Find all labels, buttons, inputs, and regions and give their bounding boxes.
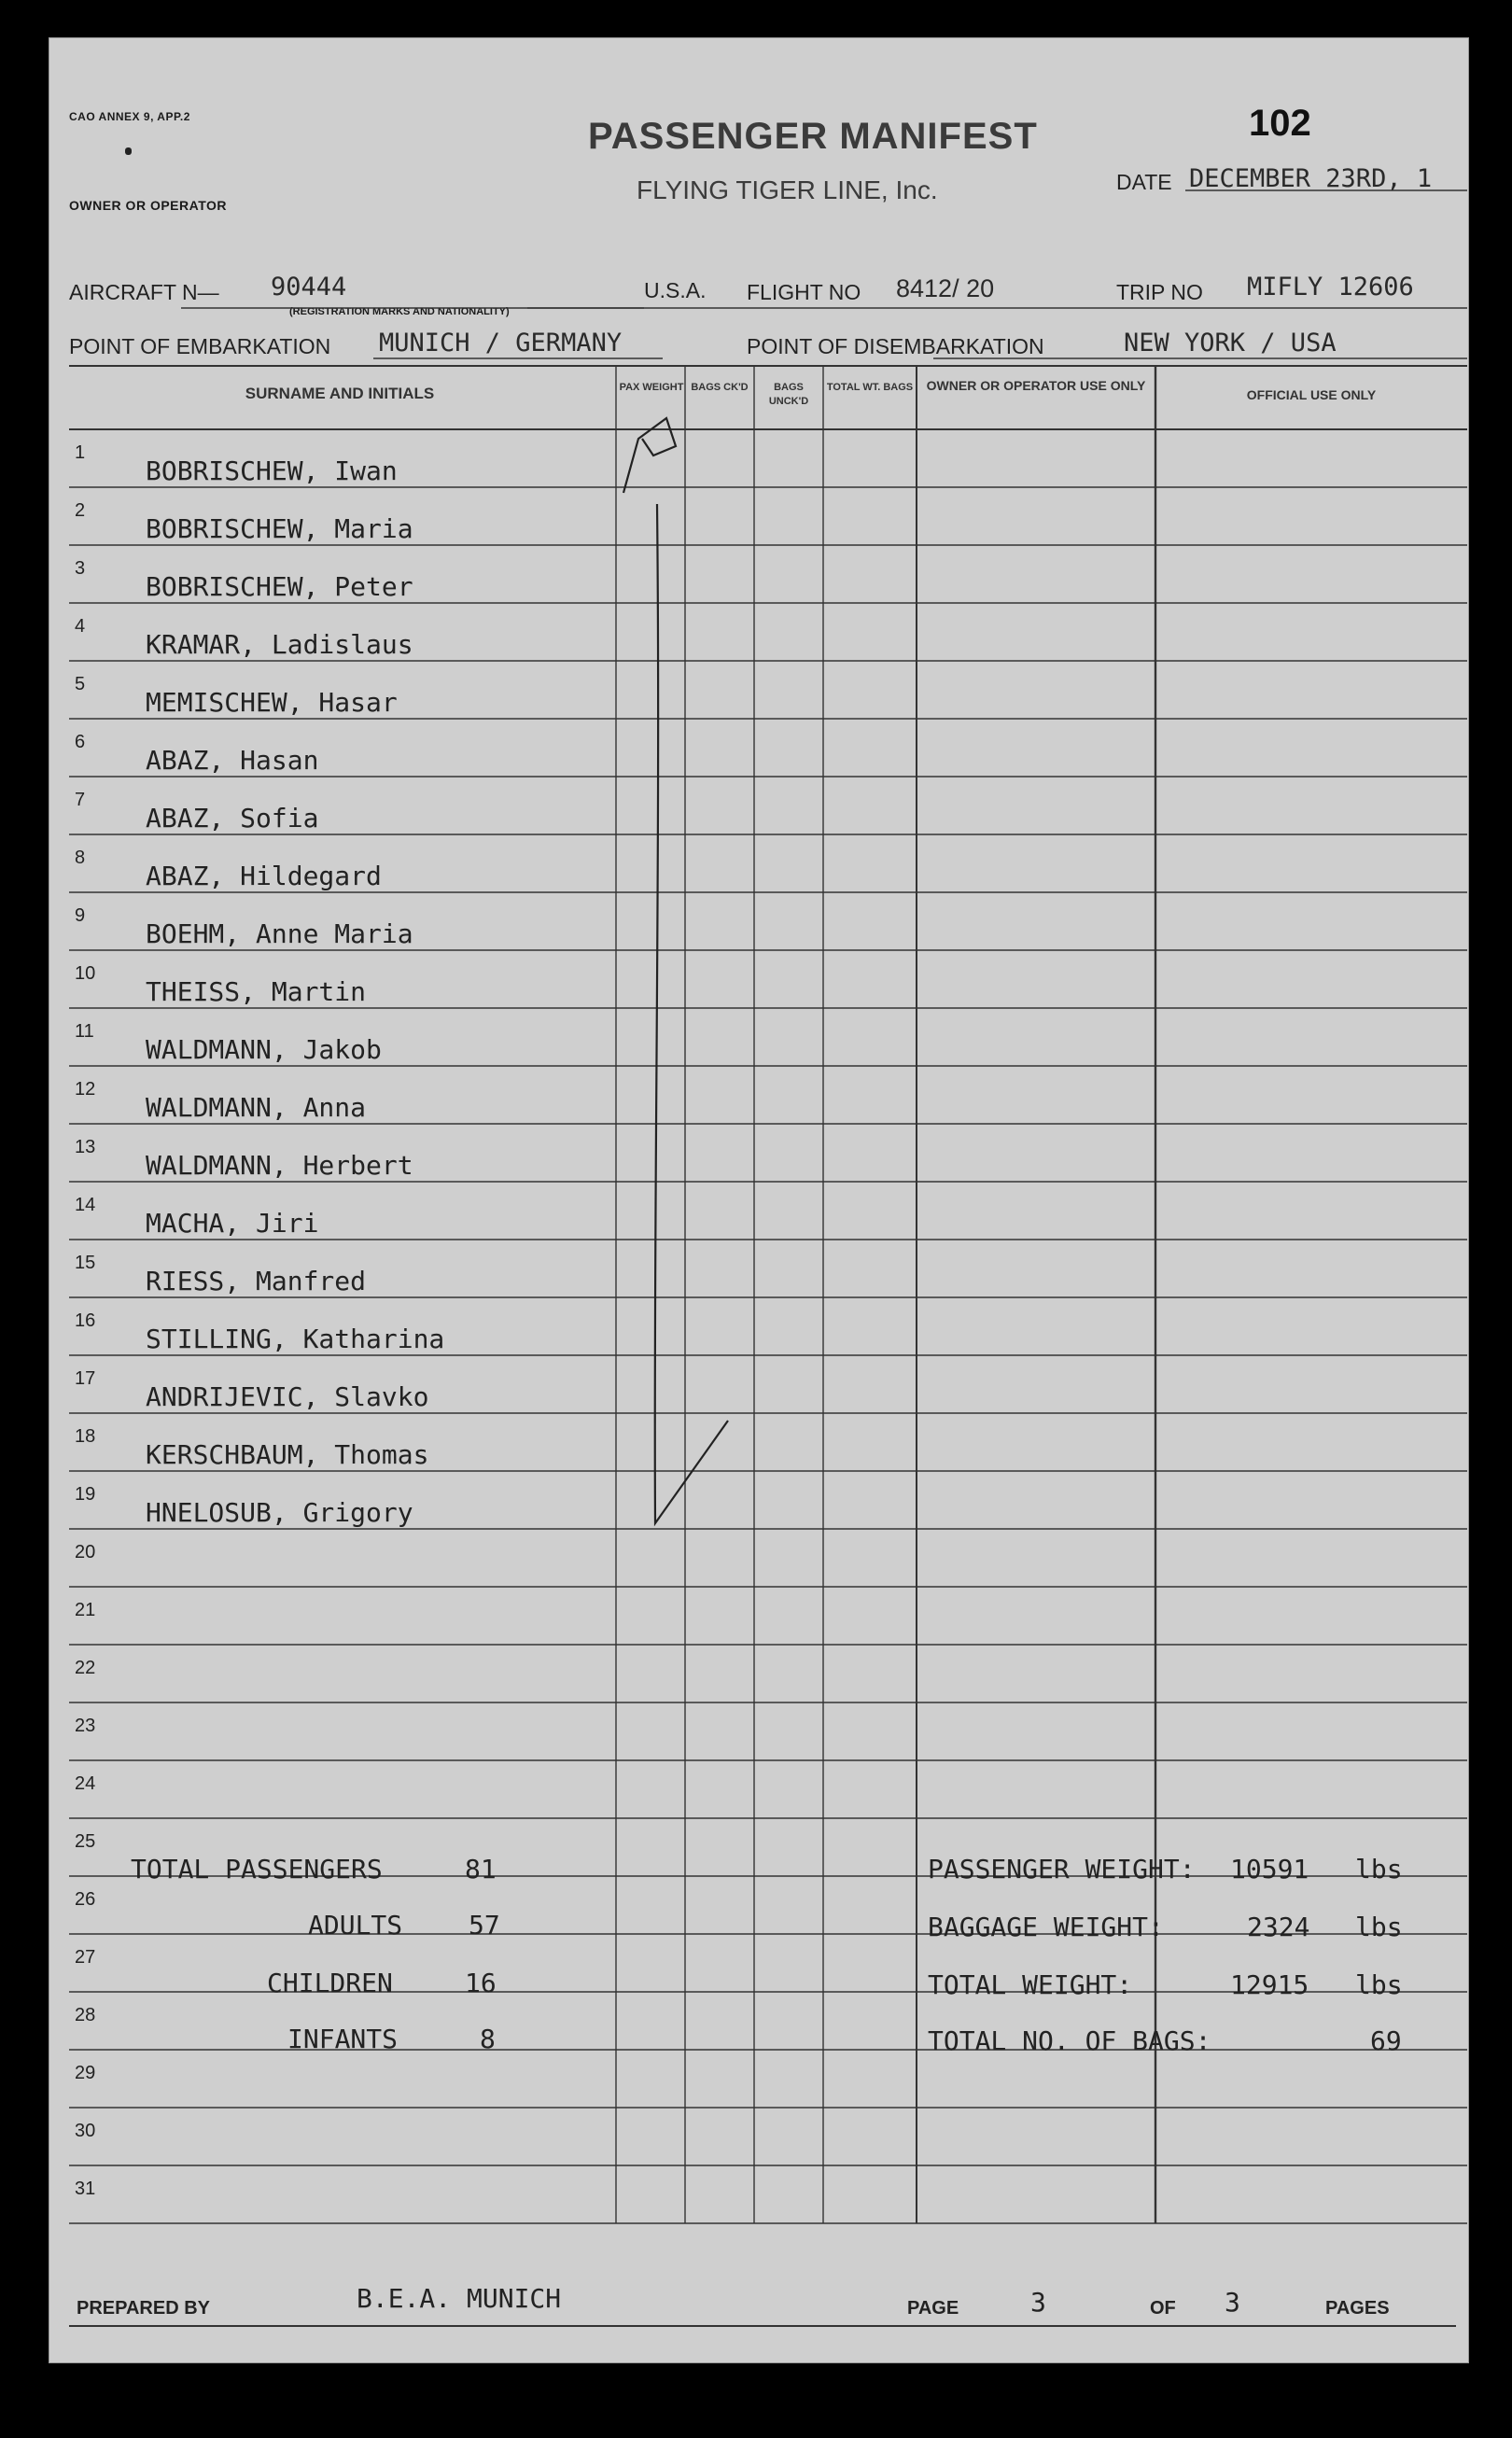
passenger-weight-label: PASSENGER WEIGHT: bbox=[928, 1854, 1196, 1885]
row-number: 3 bbox=[75, 558, 86, 579]
passenger-name: ABAZ, Hasan bbox=[146, 745, 319, 776]
date-value: DECEMBER 23RD, 1 bbox=[1189, 164, 1433, 193]
passenger-name: WALDMANN, Herbert bbox=[146, 1150, 413, 1181]
total-weight-value: 12915 bbox=[1230, 1969, 1309, 2000]
row-number: 23 bbox=[75, 1716, 96, 1736]
col-official-use: OFFICIAL USE ONLY bbox=[1246, 387, 1377, 402]
row-number: 31 bbox=[75, 2179, 96, 2199]
page-label: PAGE bbox=[907, 2298, 959, 2319]
passenger-name: ANDRIJEVIC, Slavko bbox=[146, 1381, 429, 1412]
row-number: 9 bbox=[75, 905, 86, 926]
flight-label: FLIGHT NO bbox=[747, 280, 861, 304]
row-number: 1 bbox=[75, 442, 86, 463]
passenger-weight-unit: lbs bbox=[1355, 1854, 1403, 1885]
passenger-name: KRAMAR, Ladislaus bbox=[146, 629, 413, 660]
row-number: 18 bbox=[75, 1426, 96, 1447]
pax-weight-check-mark bbox=[623, 418, 728, 1523]
total-weight-label: TOTAL WEIGHT: bbox=[928, 1969, 1133, 2000]
children-value: 16 bbox=[465, 1968, 497, 1998]
row-number: 17 bbox=[75, 1368, 96, 1389]
trip-value: MIFLY 12606 bbox=[1247, 273, 1414, 301]
row-number: 21 bbox=[75, 1600, 96, 1620]
embark-value: MUNICH / GERMANY bbox=[379, 329, 623, 357]
passenger-name: RIESS, Manfred bbox=[146, 1266, 367, 1296]
col-pax-weight: PAX WEIGHT bbox=[619, 382, 684, 393]
total-weight-unit: lbs bbox=[1355, 1969, 1403, 2000]
disembark-label: POINT OF DISEMBARKATION bbox=[747, 334, 1044, 358]
row-number: 28 bbox=[75, 2005, 96, 2025]
col-bags-unckd: BAGS UNCK'D bbox=[768, 382, 809, 407]
passenger-name: BOBRISCHEW, Iwan bbox=[146, 455, 398, 486]
passenger-name: ABAZ, Sofia bbox=[146, 803, 319, 834]
passenger-name: MACHA, Jiri bbox=[146, 1208, 319, 1239]
passenger-name: MEMISCHEW, Hasar bbox=[146, 687, 398, 718]
page-stamp: 102 bbox=[1249, 103, 1311, 144]
airline-name: FLYING TIGER LINE, Inc. bbox=[637, 175, 938, 204]
passenger-name: BOEHM, Anne Maria bbox=[146, 918, 413, 949]
of-label: OF bbox=[1150, 2298, 1176, 2319]
passenger-name: BOBRISCHEW, Peter bbox=[146, 571, 413, 602]
prepared-by-label: PREPARED BY bbox=[77, 2298, 210, 2319]
row-number: 16 bbox=[75, 1310, 96, 1331]
passenger-name: BOBRISCHEW, Maria bbox=[146, 513, 413, 544]
form-title: PASSENGER MANIFEST bbox=[588, 116, 1038, 157]
row-number: 20 bbox=[75, 1542, 96, 1562]
passenger-name: WALDMANN, Jakob bbox=[146, 1034, 382, 1065]
row-number: 12 bbox=[75, 1079, 96, 1100]
passenger-name: KERSCHBAUM, Thomas bbox=[146, 1439, 429, 1470]
passenger-name: STILLING, Katharina bbox=[146, 1324, 445, 1354]
row-number: 22 bbox=[75, 1658, 96, 1678]
trip-label: TRIP NO bbox=[1116, 280, 1203, 304]
row-number: 27 bbox=[75, 1947, 96, 1968]
date-label: DATE bbox=[1116, 170, 1172, 194]
baggage-weight-label: BAGGAGE WEIGHT: bbox=[928, 1912, 1164, 1942]
disembark-value: NEW YORK / USA bbox=[1124, 329, 1337, 357]
row-number: 14 bbox=[75, 1195, 96, 1215]
passenger-weight-value: 10591 bbox=[1230, 1854, 1309, 1885]
total-bags-value: 69 bbox=[1370, 2025, 1402, 2056]
col-surname: SURNAME AND INITIALS bbox=[245, 385, 435, 402]
baggage-weight-value: 2324 bbox=[1247, 1912, 1310, 1942]
of-value: 3 bbox=[1225, 2287, 1240, 2318]
total-passengers-label: TOTAL PASSENGERS bbox=[131, 1854, 383, 1885]
row-number: 11 bbox=[75, 1021, 94, 1042]
row-number: 8 bbox=[75, 848, 86, 868]
row-number: 10 bbox=[75, 963, 96, 984]
row-number: 5 bbox=[75, 674, 86, 694]
passenger-name: THEISS, Martin bbox=[146, 976, 367, 1007]
registration-note: (REGISTRATION MARKS AND NATIONALITY) bbox=[289, 306, 510, 317]
embark-label: POINT OF EMBARKATION bbox=[69, 334, 331, 358]
row-number: 6 bbox=[75, 732, 86, 752]
col-owner-use: OWNER OR OPERATOR USE ONLY bbox=[926, 378, 1146, 393]
row-number: 13 bbox=[75, 1137, 96, 1157]
prepared-by-value: B.E.A. MUNICH bbox=[357, 2283, 562, 2314]
baggage-weight-unit: lbs bbox=[1355, 1912, 1403, 1942]
row-number: 25 bbox=[75, 1831, 96, 1852]
col-bags-ckd: BAGS CK'D bbox=[691, 382, 749, 393]
owner-operator-label: OWNER OR OPERATOR bbox=[69, 198, 227, 213]
row-number: 2 bbox=[75, 500, 86, 521]
passenger-name: HNELOSUB, Grigory bbox=[146, 1497, 413, 1528]
passenger-name: ABAZ, Hildegard bbox=[146, 861, 382, 891]
row-number: 15 bbox=[75, 1253, 96, 1273]
row-number: 7 bbox=[75, 790, 86, 810]
row-number: 26 bbox=[75, 1889, 96, 1910]
row-number: 19 bbox=[75, 1484, 96, 1505]
passenger-name: WALDMANN, Anna bbox=[146, 1092, 367, 1123]
nationality: U.S.A. bbox=[644, 278, 707, 302]
total-bags-label: TOTAL NO. OF BAGS: bbox=[928, 2025, 1211, 2056]
adults-label: ADULTS bbox=[308, 1910, 403, 1941]
row-number: 24 bbox=[75, 1773, 96, 1794]
children-label: CHILDREN bbox=[267, 1968, 393, 1998]
page-value: 3 bbox=[1030, 2287, 1046, 2318]
flight-value: 8412/ 20 bbox=[896, 274, 995, 302]
total-passengers-value: 81 bbox=[465, 1854, 497, 1885]
infants-value: 8 bbox=[480, 2024, 496, 2054]
annex-label: CAO ANNEX 9, APP.2 bbox=[69, 110, 190, 123]
row-number: 29 bbox=[75, 2063, 96, 2083]
aircraft-label: AIRCRAFT N— bbox=[69, 280, 219, 304]
pages-label: PAGES bbox=[1325, 2298, 1390, 2319]
row-number: 30 bbox=[75, 2121, 96, 2141]
aircraft-value: 90444 bbox=[271, 273, 347, 301]
row-number: 4 bbox=[75, 616, 86, 637]
adults-value: 57 bbox=[469, 1910, 500, 1941]
infants-label: INFANTS bbox=[287, 2024, 399, 2054]
col-total-wt-bags: TOTAL WT. BAGS bbox=[826, 382, 914, 393]
